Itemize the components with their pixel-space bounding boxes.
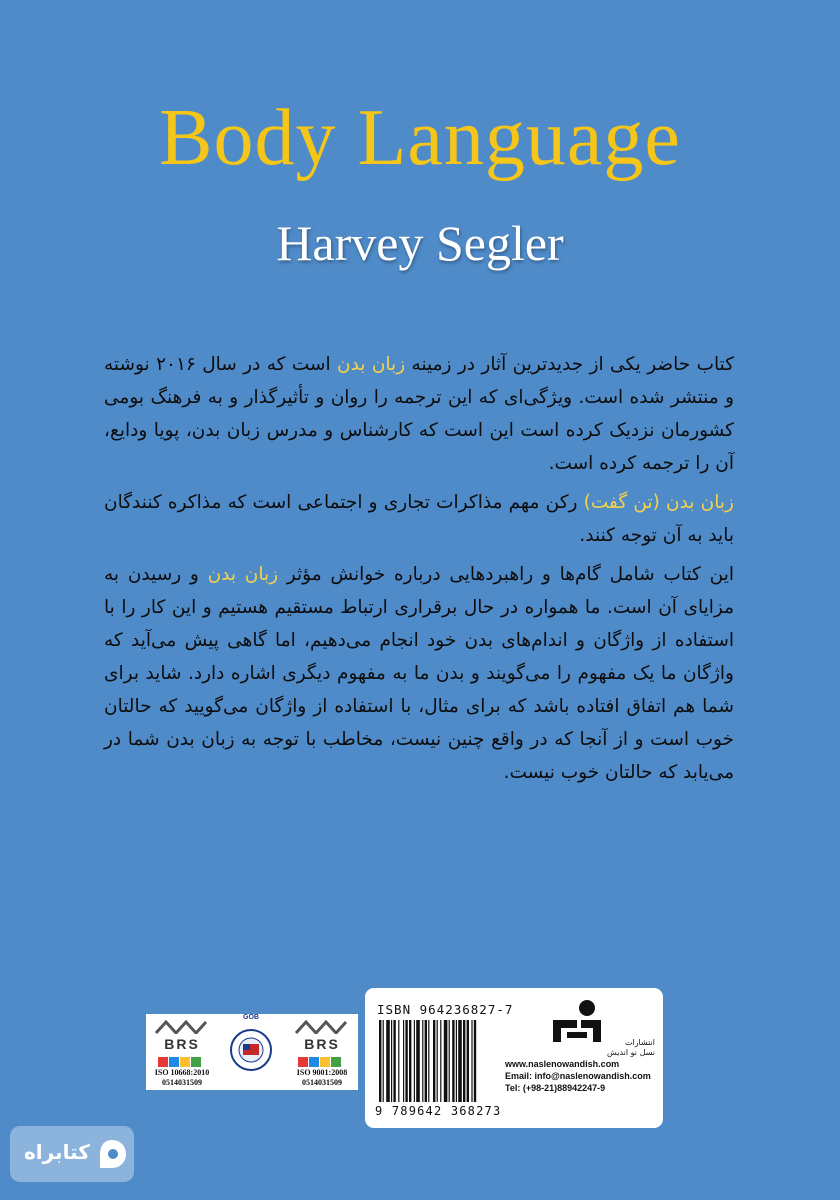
publisher-barcode-panel [365, 988, 663, 1128]
certification-logos [146, 1014, 358, 1090]
publisher-website: www.naslenowandish.com [505, 1059, 620, 1069]
highlight-text: زبان بدن [207, 564, 279, 585]
gob-label: GOB [243, 1014, 259, 1021]
publisher-tel: Tel: (+98-21)88942247-9 [505, 1083, 606, 1093]
brs-certification-logo: BRS ISO 10668:2010 0514031509 [150, 1020, 214, 1088]
publisher-email: Email: info@naslenowandish.com [505, 1071, 651, 1081]
roof-icon [294, 1020, 348, 1034]
isbn-text: ISBN 964236827-7 [377, 1002, 514, 1017]
publisher-name: انتشارات نسل نو اندیش [607, 1038, 655, 1057]
book-author: Harvey Segler [276, 215, 564, 271]
gob-seal-icon [226, 1022, 276, 1072]
barcode-icon [377, 1020, 513, 1102]
roof-icon [154, 1020, 208, 1034]
book-title: Body Language [159, 94, 681, 182]
barcode-number: 9 789642 368273 [375, 1104, 502, 1118]
ketabrah-logo-icon [96, 1138, 128, 1170]
description-paragraph-1: کتاب حاضر یکی از جدیدترین آثار در زمینه زبان بدن است که در سال ۲۰۱۶ نوشته و منتشر شده است. ویژگی‌ای که این ترجمه را روان و تأثیرگذار و به فرهنگ بومی کشورمان نزدیک کرده است این است که کارشناس و مدرس زبان بدن، پویا ودایع، آن را ترجمه کرده است. [104, 354, 735, 474]
brs-certification-logo: BRS ISO 9001:2008 0514031509 [290, 1020, 354, 1088]
highlight-text: زبان بدن [337, 354, 406, 375]
publisher-contact [505, 1058, 655, 1094]
description-paragraph-2: زبان بدن (تن گفت) رکن مهم مذاکرات تجاری و اجتماعی است که مذاکره کنندگان باید به آن توجه کنند. [104, 492, 734, 546]
book-description [104, 348, 734, 795]
highlight-text: زبان بدن (تن گفت) [583, 492, 734, 513]
watermark-text: کتابراه [24, 1140, 90, 1164]
watermark [10, 1126, 134, 1182]
description-paragraph-3: این کتاب شامل گام‌ها و راهبردهایی درباره خوانش مؤثر زبان بدن و رسیدن به مزایای آن است. ما همواره در حال برقراری ارتباط مستقیم هستیم و این کار را با استفاده از واژگان و اندام‌های بدن خود انجام می‌دهیم، اما گاهی پیش می‌آید که واژگان ما یک مفهوم را می‌گویند و بدن ما به مفهوم دیگری اشاره دارد. شاید برای شما هم اتفاق افتاده باشد که برای مثال، با استفاده از واژگان می‌گویید که حالتان خوب است و از آنجا که در واقع چنین نیست، مخاطب با توجه به زبان بدن شما در می‌یابد که حالتان خوب نیست. [104, 564, 734, 783]
